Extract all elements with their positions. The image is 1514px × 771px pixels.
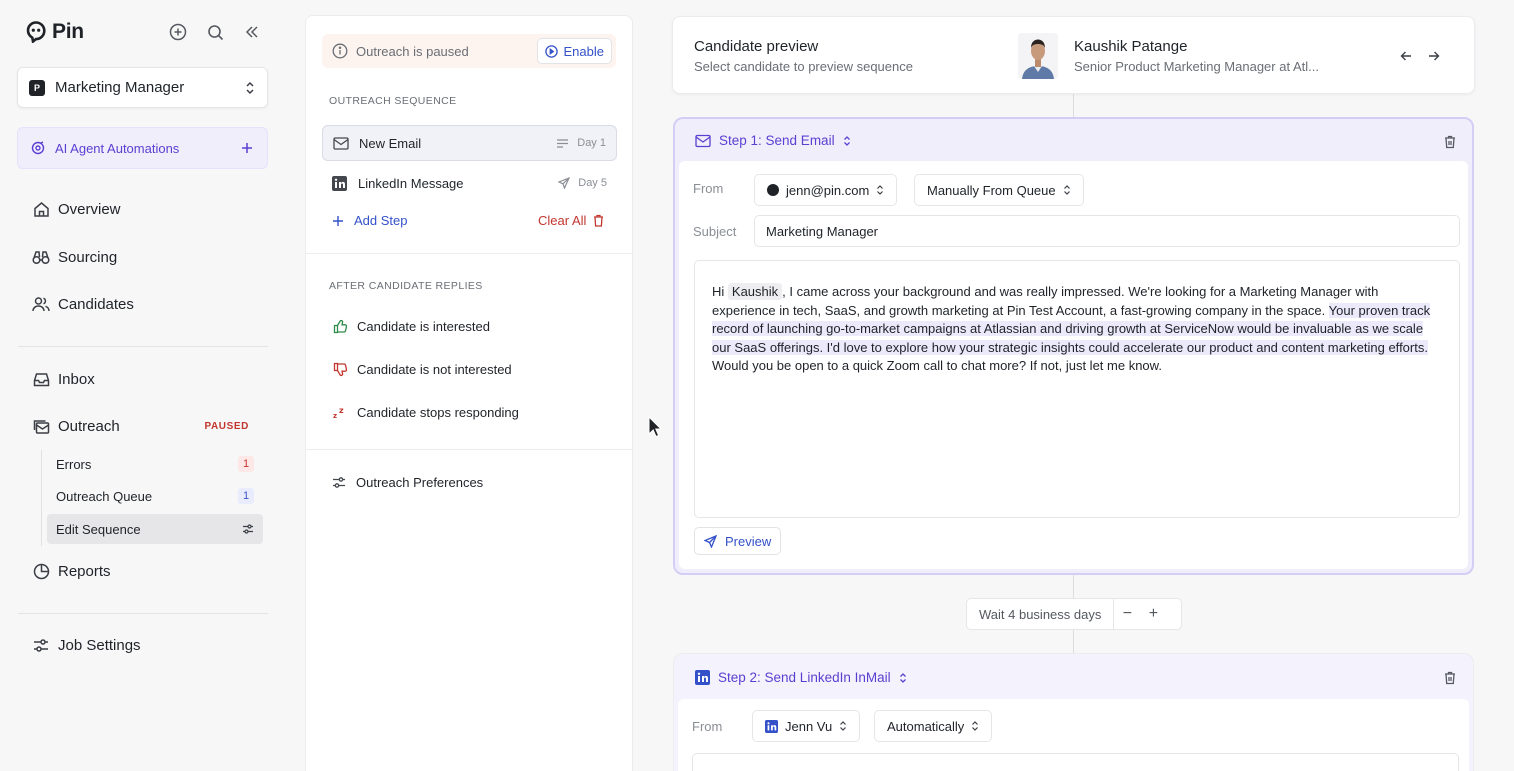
binoculars-icon (32, 248, 50, 266)
nav-job-settings-label: Job Settings (58, 636, 141, 654)
pie-chart-icon (32, 562, 50, 580)
sidebar-divider (18, 346, 268, 347)
search-icon[interactable] (205, 22, 225, 42)
enable-outreach-button[interactable] (537, 38, 612, 64)
ai-sparkle-icon (31, 141, 45, 155)
body-greeting: Hi (712, 284, 725, 299)
step-connector (1073, 94, 1074, 118)
outreach-paused-badge: PAUSED (204, 420, 249, 432)
email-body-editor[interactable] (694, 260, 1460, 518)
outreach-paused-banner (322, 34, 616, 68)
reply-stops-responding-label: Candidate stops responding (357, 405, 519, 420)
preview-email-button[interactable] (694, 527, 781, 555)
step-1-body (679, 161, 1468, 569)
inbox-icon (32, 370, 50, 388)
plus-icon (332, 215, 344, 227)
nav-outreach[interactable] (32, 417, 262, 435)
step-2-body (678, 699, 1469, 771)
after-replies-heading: AFTER CANDIDATE REPLIES (329, 280, 483, 292)
queue-count-badge: 1 (238, 488, 254, 504)
subnav-queue-label: Outreach Queue (56, 488, 153, 504)
from-sender-select[interactable] (754, 174, 897, 206)
pin-logo-icon (26, 21, 46, 43)
app-logo[interactable] (26, 20, 84, 44)
body-closing-text: Would you be open to a quick Zoom call to chat more? If not, just let me know. (712, 358, 1162, 374)
sequence-step-new-email[interactable] (322, 125, 617, 161)
job-selector[interactable] (17, 67, 268, 108)
chevron-up-down-icon (971, 720, 979, 732)
nav-sourcing-label: Sourcing (58, 248, 118, 266)
job-name: Marketing Manager (55, 79, 185, 96)
chevron-up-down-icon (839, 720, 847, 732)
add-automation-icon[interactable] (241, 142, 253, 154)
paused-notice: Outreach is paused (356, 43, 469, 59)
candidate-title: Senior Product Marketing Manager at Atl... (1074, 59, 1319, 74)
play-circle-icon (545, 45, 558, 58)
step-linkedin-label: LinkedIn Message (358, 175, 464, 191)
step-new-email-label: New Email (359, 135, 422, 151)
nav-inbox[interactable] (32, 370, 262, 388)
nav-reports-label: Reports (58, 562, 111, 580)
candidate-preview-card (672, 16, 1475, 94)
preview-title: Candidate preview (694, 38, 819, 55)
delete-step-1-icon[interactable] (1444, 135, 1456, 149)
send-preview-icon (704, 535, 717, 548)
from-sender-value: jenn@pin.com (786, 182, 870, 198)
reply-interested-label: Candidate is interested (357, 319, 490, 334)
reply-rule-interested[interactable] (332, 319, 490, 334)
subnav-errors[interactable] (47, 449, 263, 479)
clear-all-label: Clear All (538, 213, 587, 228)
collapse-sidebar-icon[interactable] (242, 22, 262, 42)
errors-count-badge: 1 (238, 456, 254, 472)
settings-sliders-icon (32, 636, 50, 654)
wait-duration-control (966, 598, 1182, 630)
chevron-up-down-icon (245, 81, 255, 95)
step-2-title: Step 2: Send LinkedIn InMail (718, 670, 891, 685)
email-icon (333, 137, 351, 150)
chevron-up-down-icon (899, 672, 907, 684)
mouse-cursor-icon (648, 416, 662, 438)
send-mode-select[interactable] (914, 174, 1084, 206)
thumbs-down-icon (332, 362, 348, 377)
subnav-edit-sequence-label: Edit Sequence (56, 521, 141, 537)
step-2-sender-value: Jenn Vu (785, 718, 833, 734)
nav-overview[interactable] (32, 200, 262, 218)
body-intro-text: , I came across your background and was really impressed. We're looking for a Marketing Manager with experience in tech, SaaS, and growth marketing at Pin Test Account, a fast-growing company in the space. (712, 284, 1379, 318)
svg-text:z: z (333, 411, 338, 419)
ai-agent-automations[interactable] (17, 127, 268, 169)
home-icon (32, 200, 50, 218)
outreach-preferences-link[interactable] (332, 475, 483, 490)
email-step-icon (695, 134, 711, 148)
subject-input[interactable] (754, 215, 1460, 247)
submenu-guide-line (41, 450, 42, 546)
sleep-zzz-icon (332, 407, 348, 419)
nav-sourcing[interactable] (32, 248, 262, 266)
nav-job-settings[interactable] (32, 636, 262, 654)
step-1-card (673, 117, 1474, 575)
send-mode-value: Manually From Queue (927, 182, 1056, 198)
step-2-message-editor[interactable] (692, 753, 1459, 771)
sequence-step-linkedin[interactable] (322, 165, 617, 201)
step-2-from-label: From (692, 719, 723, 734)
ai-automations-label: AI Agent Automations (55, 140, 180, 156)
sidebar-divider-2 (18, 613, 268, 614)
send-icon (558, 177, 570, 189)
candidate-name-variable[interactable]: Kaushik (728, 283, 782, 300)
outreach-sequence-heading: OUTREACH SEQUENCE (329, 95, 457, 107)
add-circle-icon[interactable] (168, 22, 188, 42)
add-step-label: Add Step (354, 213, 408, 228)
panel-divider-2 (306, 449, 632, 450)
enable-label: Enable (563, 43, 604, 59)
add-step-button[interactable] (332, 213, 408, 228)
linkedin-icon (332, 176, 350, 191)
step-linkedin-day: Day 5 (578, 177, 607, 189)
users-icon (32, 295, 50, 313)
step-2-header[interactable] (695, 670, 907, 685)
step-connector (1073, 630, 1074, 653)
sequence-panel (305, 15, 633, 771)
job-badge: P (29, 80, 45, 96)
delete-step-2-icon[interactable] (1444, 671, 1456, 685)
candidate-avatar[interactable] (1018, 33, 1058, 79)
nav-outreach-label: Outreach (58, 417, 120, 435)
step-1-header[interactable] (695, 133, 851, 148)
preferences-sliders-icon (332, 476, 346, 489)
info-icon (332, 43, 348, 59)
reply-not-interested-label: Candidate is not interested (357, 362, 512, 377)
preferences-label: Outreach Preferences (356, 475, 484, 490)
previous-candidate-arrow-icon[interactable] (1398, 48, 1414, 64)
clear-all-button[interactable] (538, 213, 604, 228)
reply-rule-stops-responding[interactable] (332, 405, 519, 420)
subnav-edit-sequence[interactable] (47, 514, 263, 544)
subnav-outreach-queue[interactable] (47, 481, 263, 511)
nav-candidates-label: Candidates (58, 295, 134, 313)
preview-label: Preview (725, 533, 772, 549)
chevron-up-down-icon (843, 135, 851, 147)
sliders-icon (242, 523, 254, 535)
step-connector (1073, 575, 1074, 598)
panel-divider (306, 253, 632, 254)
linkedin-small-icon (765, 720, 778, 733)
template-icon (556, 138, 569, 149)
from-label: From (693, 181, 724, 196)
chevron-up-down-icon (876, 184, 884, 196)
decrease-wait-button[interactable]: − (1122, 605, 1133, 622)
wait-label: Wait 4 business days (967, 599, 1114, 629)
sidebar (0, 0, 285, 771)
svg-text:z: z (339, 406, 344, 415)
step-new-email-day: Day 1 (577, 137, 606, 149)
app-name: Pin (52, 20, 84, 43)
increase-wait-button[interactable]: + (1148, 605, 1159, 622)
subnav-errors-label: Errors (56, 456, 92, 472)
nav-overview-label: Overview (58, 200, 121, 218)
thumbs-up-icon (332, 319, 348, 334)
subject-value: Marketing Manager (766, 223, 878, 239)
candidate-name: Kaushik Patange (1074, 38, 1188, 55)
trash-icon (593, 214, 604, 227)
nav-candidates[interactable] (32, 295, 262, 313)
step-2-card (673, 653, 1474, 771)
subject-label: Subject (693, 224, 737, 239)
preview-subtitle: Select candidate to preview sequence (694, 59, 913, 74)
nav-reports[interactable] (32, 562, 262, 580)
step-1-title: Step 1: Send Email (719, 133, 835, 148)
step-2-mode-value: Automatically (887, 718, 965, 734)
linkedin-step-icon (695, 670, 710, 685)
ai-personalized-text[interactable]: Your proven track record of launching go-to-market campaigns at Atlassian and driving growth at ServiceNow would be invaluable as we scale our SaaS offerings. I'd love to explore how your strategic insights could accelerate our product and content marketing efforts. (712, 302, 1431, 355)
step-2-mode-select[interactable] (874, 710, 992, 742)
nav-inbox-label: Inbox (58, 370, 95, 388)
outreach-icon (32, 417, 50, 435)
next-candidate-arrow-icon[interactable] (1426, 48, 1442, 64)
reply-rule-not-interested[interactable] (332, 362, 512, 377)
step-2-sender-select[interactable] (752, 710, 860, 742)
sender-avatar (767, 184, 779, 196)
chevron-up-down-icon (1063, 184, 1071, 196)
